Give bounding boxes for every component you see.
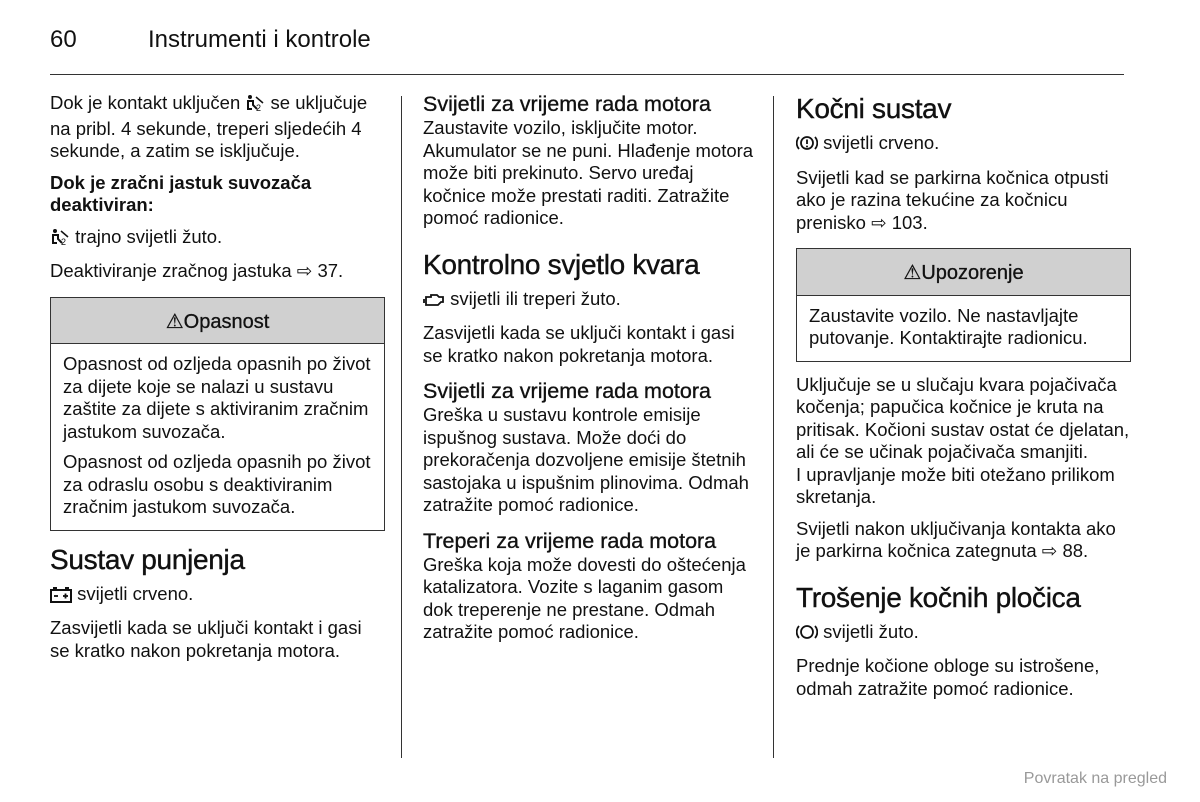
battery-icon xyxy=(50,586,72,609)
steering-paragraph: I upravljanje može biti otežano prilikom skretanja. xyxy=(796,463,1115,507)
column-1 xyxy=(50,92,385,671)
warning-box-title: ⚠Upozorenje xyxy=(797,249,1130,296)
danger-paragraph-1: Opasnost od ozljeda opasnih po život za dijete koje se nalazi u sustavu zaštite za dijete s aktiviranim zračnim jastukom suvozača. xyxy=(63,353,371,442)
flashing-engine-paragraph: Greška koja može dovesti do oštećenja katalizatora. Vozite s laganim gasom dok treperenje ne prestane. Odmah zatražite pomoć radionice. xyxy=(423,553,746,642)
charging-light-paragraph: svijetli crveno. xyxy=(50,583,385,609)
warning-box xyxy=(796,248,1131,362)
reference-arrow-icon: ⇨ xyxy=(1041,540,1058,561)
back-to-overview-link[interactable]: Povratak na pregled xyxy=(1023,770,1167,787)
warning-paragraph: Zaustavite vozilo. Ne nastavljajte putovanje. Kontaktirajte radionicu. xyxy=(809,304,1088,348)
danger-box-title: ⚠Opasnost xyxy=(51,298,384,345)
brake-light-paragraph: svijetli crveno. xyxy=(796,132,1131,158)
page-header xyxy=(50,26,371,54)
column-divider-2 xyxy=(773,96,774,758)
engine-icon xyxy=(423,291,445,314)
malfunction-light-description: Zasvijetli kada se uključi kontakt i gasi se kratko nakon pokretanja motora. xyxy=(423,322,735,366)
malfunction-light-heading: Kontrolno svjetlo kvara xyxy=(423,248,700,280)
engine-running-heading-1: Svijetli za vrijeme rada motora xyxy=(423,92,711,116)
danger-paragraph-2: Opasnost od ozljeda opasnih po život za odraslu osobu s deaktiviranim zračnim jastukom suvozača. xyxy=(63,451,371,517)
brake-pad-description: Prednje kočione obloge su istrošene, odmah zatražite pomoć radionice. xyxy=(796,655,1100,699)
parking-brake-reference[interactable]: Svijetli nakon uključivanja kontakta ako je parkirna kočnica zategnuta ⇨ 88. xyxy=(796,517,1116,561)
airbag-deactivated-heading: Dok je zračni jastuk suvozača deaktiviran: xyxy=(50,171,312,215)
reference-arrow-icon: ⇨ xyxy=(871,211,887,233)
reference-arrow-icon: ⇨ xyxy=(296,260,313,281)
column-2 xyxy=(423,92,758,653)
warning-triangle-icon: ⚠ xyxy=(903,262,922,284)
malfunction-light-paragraph: svijetli ili treperi žuto. xyxy=(423,288,758,314)
svg-text:2: 2 xyxy=(61,236,67,246)
svg-text:2: 2 xyxy=(256,103,262,112)
brake-booster-paragraph: Uključuje se u slučaju kvara pojačivača kočenja; papučica kočnice je kruta na pritisak. Kočioni sustav ostat će djelatan, ali će se učinak pojačivača smanjiti. xyxy=(796,373,1130,462)
engine-running-paragraph-2: Greška u sustavu kontrole emisije ispušnog sustava. Može doći do prekoračenja dozvoljene emisije štetnih sastojaka u ispušnim plinovima. Odmah zatražite pomoć radionice. xyxy=(423,404,749,515)
airbag-off-icon xyxy=(245,94,265,118)
airbag-deactivation-reference[interactable]: Deaktiviranje zračnog jastuka ⇨ 37. xyxy=(50,260,344,281)
column-divider-1 xyxy=(401,96,402,758)
charging-description: Zasvijetli kada se uključi kontakt i gasi se kratko nakon pokretanja motora. xyxy=(50,617,362,661)
brake-fluid-reference[interactable]: Svijetli kad se parkirna kočnica otpusti ako je razina tekućine za kočnicu prenisko ⇨ 103. xyxy=(796,166,1109,233)
page-number: 60 xyxy=(50,26,77,53)
engine-running-paragraph-1: Zaustavite vozilo, isključite motor. Akumulator se ne puni. Hlađenje motora može biti prekinuto. Servo uređaj kočnice može prestati raditi. Zatražite pomoć radionice. xyxy=(423,117,754,228)
flashing-engine-heading: Treperi za vrijeme rada motora xyxy=(423,528,717,553)
header-rule xyxy=(50,74,1124,75)
page-title: Instrumenti i kontrole xyxy=(148,26,371,53)
brake-system-heading: Kočni sustav xyxy=(796,93,952,124)
airbag-deactivated-paragraph: 2 trajno svijetli žuto. xyxy=(50,226,385,252)
brake-pad-wear-heading: Trošenje kočnih pločica xyxy=(796,581,1081,613)
brake-warning-icon xyxy=(796,134,818,158)
warning-triangle-icon: ⚠ xyxy=(165,310,184,333)
brake-pad-light-paragraph: svijetli žuto. xyxy=(796,621,1131,647)
airbag-off-icon xyxy=(50,228,70,252)
airbag-intro-paragraph: Dok je kontakt uključen 2 se uključuje na pribl. 4 sekunde, treperi sljedećih 4 sekunde, a zatim se isključuje. xyxy=(50,92,368,161)
danger-box xyxy=(50,297,385,531)
engine-running-heading-2: Svijetli za vrijeme rada motora xyxy=(423,379,711,403)
brake-pad-icon xyxy=(796,623,818,647)
charging-system-heading: Sustav punjenja xyxy=(50,543,245,575)
column-3 xyxy=(796,92,1131,709)
